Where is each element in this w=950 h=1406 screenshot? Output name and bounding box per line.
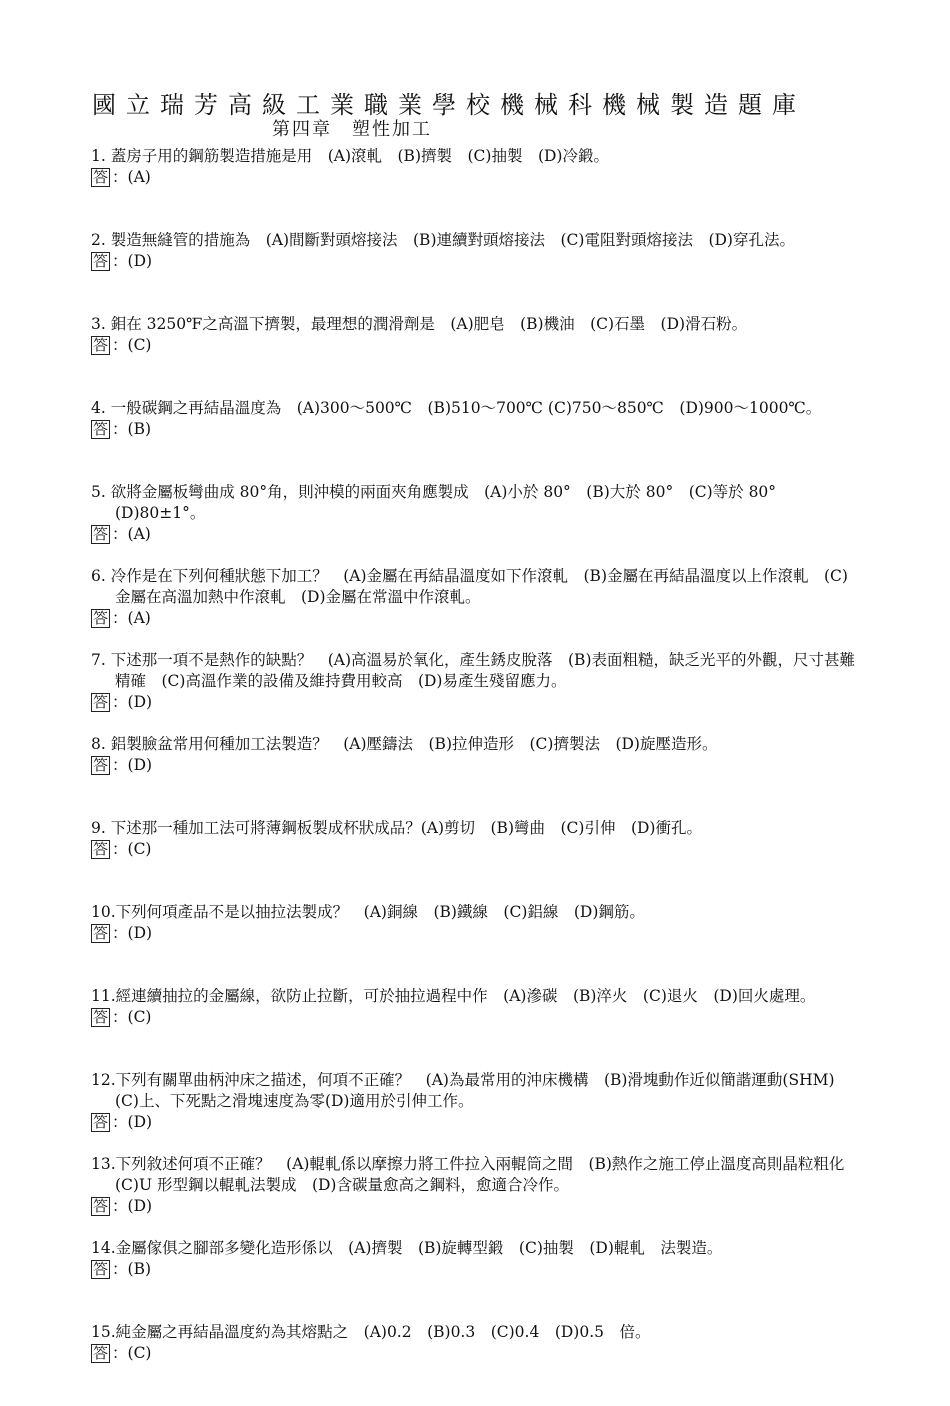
answer-label: 答 [93,756,109,774]
question-item [91,1322,861,1406]
answer-value: ：(C) [112,1008,152,1026]
question-text: 14.金屬傢俱之腳部多變化造形係以 (A)擠製 (B)旋轉型鍛 (C)抽製 (D)輥軋 法製造。 [91,1239,723,1257]
answer-value: ：(D) [112,252,153,270]
answer-line [91,1343,861,1364]
question-text: 6. 冷作是在下列何種狀態下加工？ (A)金屬在再結晶溫度如下作滾軋 (B)金屬在再結晶溫度以上作滾軋 (C)金屬在高溫加熱中作滾軋 (D)金屬在常溫中作滾軋。 [91,567,848,606]
answer-line [91,923,861,944]
answer-label: 答 [93,1113,109,1131]
answer-label: 答 [93,693,109,711]
answer-label: 答 [93,609,109,627]
answer-line [91,608,861,629]
question-text: 5. 欲將金屬板彎曲成 80°角，則沖模的兩面夾角應製成 (A)小於 80° (B)大於 80° (C)等於 80° (D)80±1°。 [91,483,792,522]
answer-value: ：(D) [112,693,153,711]
answer-label: 答 [93,1008,109,1026]
question-item [91,650,861,734]
answer-label: 答 [93,924,109,942]
answer-label: 答 [93,336,109,354]
answer-label: 答 [93,840,109,858]
question-item [91,1238,861,1322]
answer-value: ：(A) [112,168,151,186]
question-text: 3. 鉬在 3250℉之高溫下擠製，最理想的潤滑劑是 (A)肥皂 (B)機油 (C)石墨 (D)滑石粉。 [91,315,748,333]
question-item [91,230,861,314]
question-item [91,482,861,566]
question-item [91,986,861,1070]
question-item [91,146,861,230]
question-text: 9. 下述那一種加工法可將薄鋼板製成杯狀成品？(A)剪切 (B)彎曲 (C)引伸 (D)衝孔。 [91,819,702,837]
document-title: 國立瑞芳高級工業職業學校機械科機械製造題庫 [92,91,806,119]
answer-value: ：(A) [112,609,151,627]
answer-line [91,755,861,776]
question-item [91,818,861,902]
answer-value: ：(C) [112,840,152,858]
answer-value: ：(D) [112,756,153,774]
answer-line [91,1007,861,1028]
question-item [91,1154,861,1238]
question-text: 8. 鋁製臉盆常用何種加工法製造？ (A)壓鑄法 (B)拉伸造形 (C)擠製法 (D)旋壓造形。 [91,735,718,753]
question-item [91,398,861,482]
answer-value: ：(B) [112,1260,152,1278]
question-text: 10.下列何項產品不是以抽拉法製成？ (A)銅線 (B)鐵線 (C)鋁線 (D)鋼筋。 [91,903,645,921]
answer-value: ：(D) [112,924,153,942]
answer-line [91,251,861,272]
answer-label: 答 [93,252,109,270]
chapter-title: 第四章 塑性加工 [272,119,432,140]
question-text: 2. 製造無縫管的措施為 (A)間斷對頭熔接法 (B)連續對頭熔接法 (C)電阻對頭熔接法 (D)穿孔法。 [91,231,795,249]
answer-line [91,1196,861,1217]
answer-line [91,839,861,860]
answer-line [91,335,861,356]
question-item [91,1070,861,1154]
answer-label: 答 [93,1260,109,1278]
question-item [91,314,861,398]
answer-label: 答 [93,420,109,438]
answer-line [91,524,861,545]
question-item [91,734,861,818]
question-text: 12.下列有關單曲柄沖床之描述，何項不正確？ (A)為最常用的沖床機構 (B)滑塊動作近似簡諧運動(SHM) (C)上、下死點之滑塊速度為零(D)適用於引伸工作。 [91,1071,851,1110]
question-text: 1. 蓋房子用的鋼筋製造措施是用 (A)滾軋 (B)擠製 (C)抽製 (D)冷鍛。 [91,147,609,165]
answer-line [91,419,861,440]
answer-label: 答 [93,168,109,186]
question-text: 4. 一般碳鋼之再結晶溫度為 (A)300～500℃ (B)510～700℃ (C)750～850℃ (D)900～1000℃。 [91,399,822,417]
answer-line [91,1259,861,1280]
answer-line [91,1112,861,1133]
answer-label: 答 [93,525,109,543]
answer-value: ：(A) [112,525,151,543]
answer-value: ：(B) [112,420,152,438]
answer-value: ：(C) [112,336,152,354]
question-text: 7. 下述那一項不是熱作的缺點？ (A)高溫易於氧化，產生銹皮脫落 (B)表面粗糙，缺乏光平的外觀，尺寸甚難精確 (C)高溫作業的設備及維持費用較高 (D)易產生殘留應力。 [91,651,855,690]
answer-value: ：(D) [112,1113,153,1131]
answer-value: ：(D) [112,1197,153,1215]
question-text: 15.純金屬之再結晶溫度約為其熔點之 (A)0.2 (B)0.3 (C)0.4 (D)0.5 倍。 [91,1323,651,1341]
answer-label: 答 [93,1344,109,1362]
answer-value: ：(C) [112,1344,152,1362]
question-item [91,902,861,986]
question-item [91,566,861,650]
question-text: 13.下列敘述何項不正確？ (A)輥軋係以摩擦力將工件拉入兩輥筒之間 (B)熱作之施工停止溫度高則晶粒粗化 (C)U 形型鋼以輥軋法製成 (D)含碳量愈高之鋼料，愈適合冷作。 [91,1155,860,1194]
answer-line [91,692,861,713]
question-list [91,146,861,1406]
answer-line [91,167,861,188]
question-text: 11.經連續抽拉的金屬線，欲防止拉斷，可於抽拉過程中作 (A)滲碳 (B)淬火 (C)退火 (D)回火處理。 [91,987,816,1005]
answer-label: 答 [93,1197,109,1215]
